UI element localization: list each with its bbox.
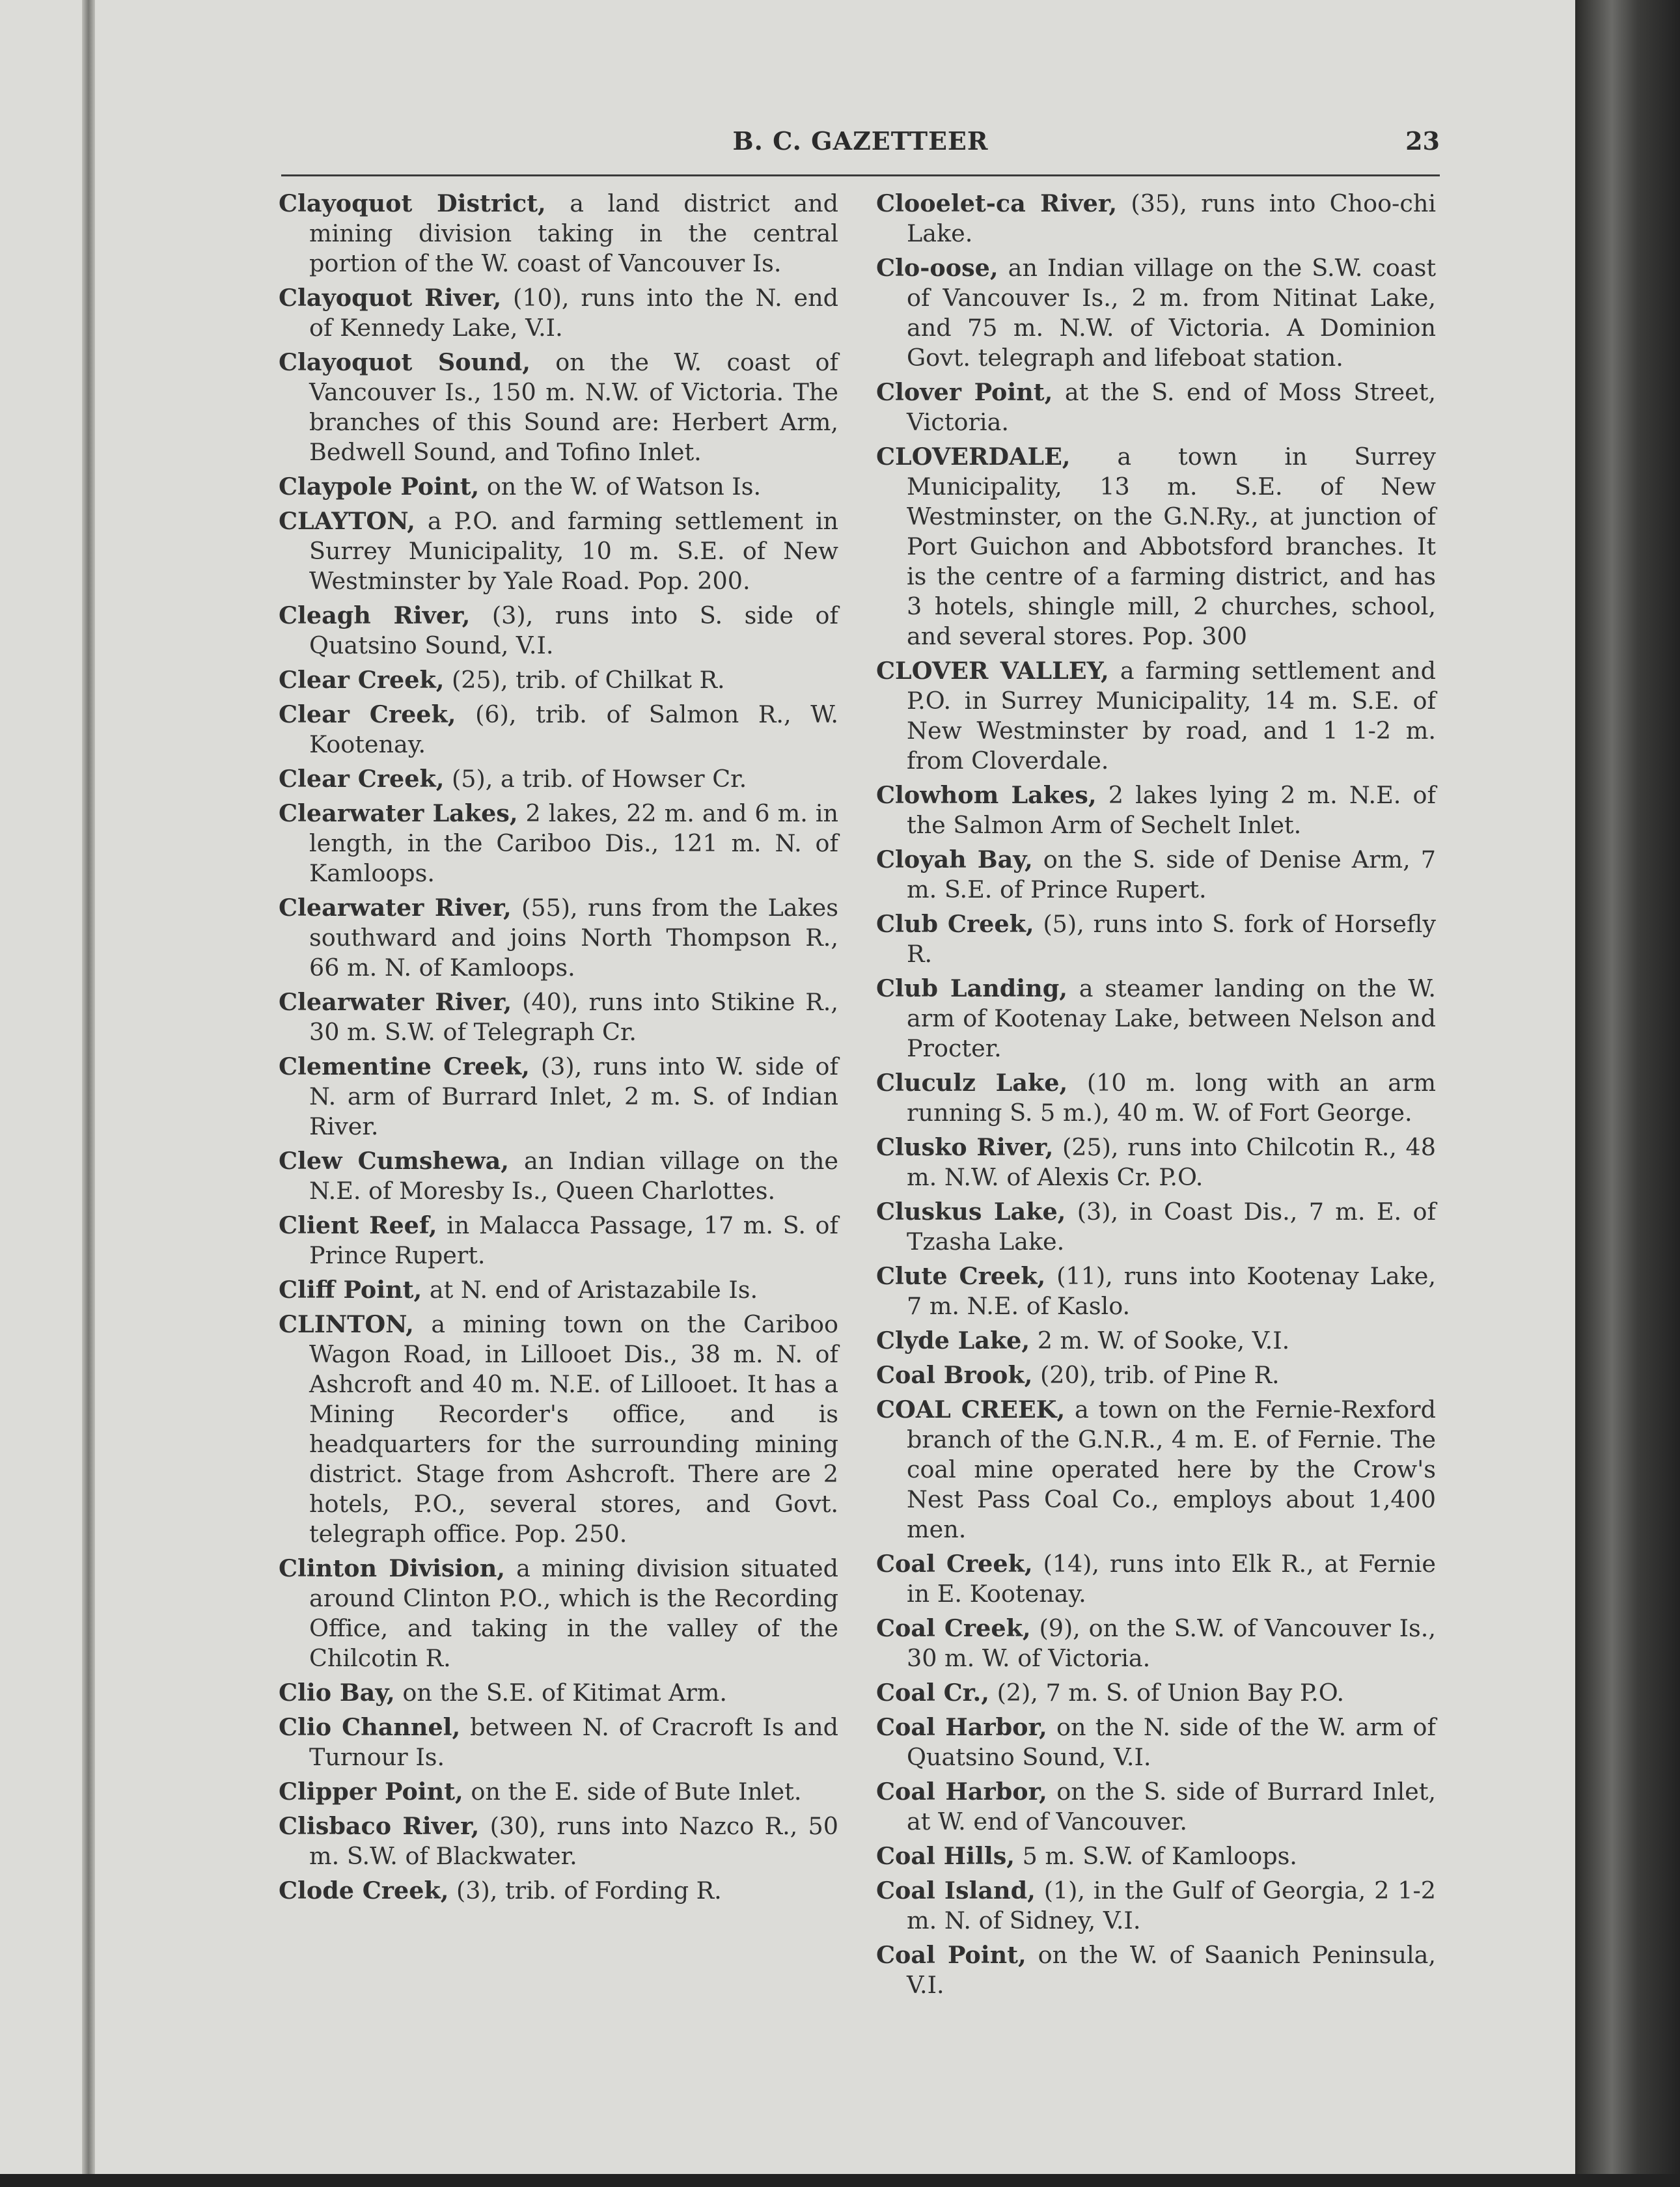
header-title: B. C. GAZETTEER — [732, 126, 989, 156]
entry-text: on the W. of Watson Is. — [479, 473, 762, 501]
entry-headword: Cluskus Lake, — [876, 1198, 1066, 1226]
entry-text: (10), runs into the N. end of Kennedy Lake, V.I. — [309, 284, 838, 342]
entry-text: at N. end of Aristazabile Is. — [422, 1276, 758, 1304]
entry-text: (3), runs into W. side of N. arm of Burrard Inlet, 2 m. S. of Indian River. — [309, 1052, 839, 1140]
entry-text: 2 m. W. of Sooke, V.I. — [1030, 1327, 1290, 1355]
entry-headword: Clipper Point, — [279, 1778, 463, 1806]
entry-text: (10 m. long with an arm running S. 5 m.), 40 m. W. of Fort George. — [907, 1069, 1436, 1127]
entry-headword: Clear Creek, — [279, 765, 445, 793]
entry-headword: Clowhom Lakes, — [876, 781, 1097, 809]
entry-headword: Client Reef, — [279, 1211, 437, 1239]
entry-headword: Coal Creek, — [876, 1550, 1033, 1578]
gazetteer-entry — [279, 506, 838, 596]
entry-headword: Clear Creek, — [279, 666, 445, 694]
entry-text: (35), runs into Choo-chi Lake. — [907, 189, 1436, 247]
entry-headword: Coal Cr., — [876, 1679, 989, 1707]
entry-headword: Claypole Point, — [279, 473, 480, 501]
gazetteer-entry — [279, 665, 838, 695]
entry-text: at the S. end of Moss Street, Victoria. — [907, 378, 1436, 436]
entry-headword: Clisbaco River, — [279, 1812, 480, 1840]
gazetteer-entry — [876, 1197, 1436, 1257]
right-column — [876, 189, 1436, 2005]
entry-headword: Cliff Point, — [279, 1276, 422, 1304]
entry-text: (25), trib. of Chilkat R. — [444, 666, 725, 694]
entry-text: an Indian village on the S.W. coast of Vancouver Is., 2 m. from Nitinat Lake, and 75 m. N.W. of Victoria. A Dominion Govt. telegraph and lifeboat station. — [907, 254, 1436, 372]
entry-text: (2), 7 m. S. of Union Bay P.O. — [989, 1679, 1345, 1707]
gazetteer-entry — [876, 909, 1436, 969]
entry-headword: Clio Bay, — [279, 1679, 395, 1707]
gazetteer-entry — [279, 1554, 838, 1673]
entry-headword: CLOVER VALLEY, — [876, 657, 1109, 685]
gazetteer-entry — [876, 1133, 1436, 1192]
entry-headword: Clio Channel, — [279, 1713, 461, 1741]
gazetteer-entry — [876, 974, 1436, 1064]
entry-text: on the S. side of Burrard Inlet, at W. end of Vancouver. — [907, 1778, 1437, 1836]
gazetteer-entry — [279, 987, 838, 1047]
entry-headword: Clayoquot River, — [279, 284, 502, 312]
entry-headword: Clooelet-ca River, — [876, 189, 1118, 217]
gazetteer-entry — [279, 283, 838, 343]
gazetteer-entry — [279, 1712, 838, 1772]
entry-headword: COAL CREEK, — [876, 1396, 1066, 1424]
gazetteer-entry — [876, 1777, 1436, 1837]
entry-headword: Cluculz Lake, — [876, 1069, 1068, 1097]
entry-text: a mining division situated around Clinton P.O., which is the Recording Office, and taking in the valley of the Chilcotin R. — [309, 1554, 838, 1672]
entry-headword: Clusko River, — [876, 1133, 1054, 1161]
entry-text: on the N. side of the W. arm of Quatsino Sound, V.I. — [907, 1713, 1436, 1771]
gazetteer-entry — [876, 1549, 1436, 1609]
gazetteer-entry — [279, 601, 838, 661]
gazetteer-entry — [876, 845, 1436, 905]
entry-headword: Cleagh River, — [279, 601, 471, 629]
gazetteer-entry — [876, 253, 1436, 373]
entry-headword: Clayoquot District, — [279, 189, 546, 217]
gazetteer-entry — [876, 1326, 1436, 1356]
entry-text: (20), trib. of Pine R. — [1032, 1361, 1280, 1389]
entry-headword: Coal Island, — [876, 1877, 1036, 1905]
entry-text: a land district and mining division taking in the central portion of the W. coast of Vancouver Is. — [309, 189, 839, 277]
gazetteer-entry — [876, 378, 1436, 437]
gazetteer-entry — [279, 1052, 838, 1142]
entry-headword: Coal Brook, — [876, 1361, 1033, 1389]
entry-text: on the W. coast of Vancouver Is., 150 m. N.W. of Victoria. The branches of this Sound are: Herbert Arm, Bedwell Sound, and Tofino Inlet. — [309, 348, 838, 466]
entry-text: an Indian village on the N.E. of Moresby Is., Queen Charlottes. — [309, 1147, 839, 1205]
gazetteer-entry — [279, 1146, 838, 1206]
entry-headword: Coal Creek, — [876, 1614, 1031, 1642]
entry-headword: Coal Point, — [876, 1941, 1026, 1969]
gazetteer-entry — [876, 780, 1436, 840]
gazetteer-entry — [279, 1310, 838, 1549]
entry-text: (14), runs into Elk R., at Fernie in E. Kootenay. — [907, 1550, 1436, 1608]
entry-headword: CLINTON, — [279, 1310, 414, 1338]
entry-text: in Malacca Passage, 17 m. S. of Prince Rupert. — [309, 1211, 839, 1269]
entry-headword: Clo-oose, — [876, 254, 998, 282]
gazetteer-entry — [279, 472, 838, 502]
gazetteer-entry — [279, 700, 838, 760]
gazetteer-entry — [876, 189, 1436, 249]
entry-headword: Clearwater River, — [279, 894, 512, 922]
entry-headword: Clearwater Lakes, — [279, 799, 518, 827]
entry-text: (1), in the Gulf of Georgia, 2 1-2 m. N. of Sidney, V.I. — [907, 1877, 1437, 1934]
entry-headword: CLAYTON, — [279, 507, 415, 535]
gazetteer-entry — [279, 799, 838, 888]
scan-bottom-edge — [0, 2174, 1680, 2187]
gazetteer-entry — [279, 1211, 838, 1271]
gazetteer-entry — [876, 1261, 1436, 1321]
entry-text: between N. of Cracroft Is and Turnour Is. — [309, 1713, 838, 1771]
gazetteer-entry — [876, 442, 1436, 652]
entry-text: 2 lakes, 22 m. and 6 m. in length, in the Cariboo Dis., 121 m. N. of Kamloops. — [309, 799, 838, 887]
entry-headword: Clew Cumshewa, — [279, 1147, 509, 1175]
entry-text: on the S. side of Denise Arm, 7 m. S.E. of Prince Rupert. — [907, 846, 1436, 903]
entry-headword: Cloyah Bay, — [876, 846, 1033, 873]
entry-text: (40), runs into Stikine R., 30 m. S.W. of Telegraph Cr. — [309, 988, 838, 1046]
entry-text: (6), trib. of Salmon R., W. Kootenay. — [309, 700, 838, 758]
entry-text: (11), runs into Kootenay Lake, 7 m. N.E. of Kaslo. — [907, 1262, 1436, 1320]
entry-headword: Clayoquot Sound, — [279, 348, 530, 376]
entry-text: (3), in Coast Dis., 7 m. E. of Tzasha Lake. — [907, 1198, 1437, 1256]
entry-headword: Club Creek, — [876, 910, 1034, 938]
entry-headword: Club Landing, — [876, 974, 1067, 1002]
entry-headword: Clementine Creek, — [279, 1052, 530, 1080]
entry-headword: Coal Harbor, — [876, 1713, 1047, 1741]
entry-text: on the S.E. of Kitimat Arm. — [394, 1679, 728, 1707]
gazetteer-entry — [279, 764, 838, 794]
gazetteer-entry — [279, 1811, 838, 1871]
entry-headword: Clearwater River, — [279, 988, 512, 1016]
entry-headword: Clinton Division, — [279, 1554, 505, 1582]
entry-text: a town on the Fernie-Rexford branch of the G.N.R., 4 m. E. of Fernie. The coal mine operated here by the Crow's Nest Pass Coal Co., employs about 1,400 men. — [907, 1396, 1436, 1543]
entry-text: a steamer landing on the W. arm of Kootenay Lake, between Nelson and Procter. — [907, 974, 1437, 1062]
entry-text: (9), on the S.W. of Vancouver Is., 30 m. W. of Victoria. — [907, 1614, 1436, 1672]
gazetteer-entry — [279, 1678, 838, 1708]
entry-text: (5), a trib. of Howser Cr. — [444, 765, 747, 793]
page-gutter — [82, 0, 95, 2174]
entry-headword: Clute Creek, — [876, 1262, 1046, 1290]
entry-text: on the E. side of Bute Inlet. — [463, 1778, 802, 1806]
entry-text: 2 lakes lying 2 m. N.E. of the Salmon Arm of Sechelt Inlet. — [907, 781, 1436, 839]
gazetteer-entry — [876, 1614, 1436, 1673]
entry-text: 5 m. S.W. of Kamloops. — [1014, 1842, 1297, 1870]
left-column — [279, 189, 838, 1910]
gazetteer-entry — [279, 1777, 838, 1807]
entry-headword: Clode Creek, — [279, 1877, 449, 1905]
entry-text: a mining town on the Cariboo Wagon Road, in Lillooet Dis., 38 m. N. of Ashcroft and 40 m. N.E. of Lillooet. It has a Mining Recorder's office, and is headquarters for the surrounding mining district. Stage from Ashcroft. There are 2 hotels, P.O., several stores, and Govt. telegraph office. Pop. 250. — [309, 1310, 838, 1548]
entry-text: (55), runs from the Lakes southward and joins North Thompson R., 66 m. N. of Kamloops. — [309, 894, 838, 982]
gazetteer-entry — [279, 348, 838, 467]
entry-headword: Coal Harbor, — [876, 1778, 1047, 1806]
gazetteer-entry — [876, 1068, 1436, 1128]
entry-text: (3), trib. of Fording R. — [448, 1877, 722, 1905]
entry-text: (25), runs into Chilcotin R., 48 m. N.W. of Alexis Cr. P.O. — [907, 1133, 1437, 1191]
entry-headword: CLOVERDALE, — [876, 443, 1071, 471]
gazetteer-entry — [279, 893, 838, 983]
gazetteer-entry — [279, 1876, 838, 1906]
gazetteer-entry — [876, 1678, 1436, 1708]
gazetteer-entry — [876, 1841, 1436, 1871]
entry-headword: Clover Point, — [876, 378, 1053, 406]
gazetteer-entry — [876, 1360, 1436, 1390]
entry-text: a farming settlement and P.O. in Surrey Municipality, 14 m. S.E. of New Westminster by road, and 1 1-2 m. from Cloverdale. — [907, 657, 1437, 775]
gazetteer-entry — [279, 189, 838, 279]
book-binding — [1575, 0, 1680, 2187]
entry-text: a P.O. and farming settlement in Surrey Municipality, 10 m. S.E. of New Westminster by Yale Road. Pop. 200. — [309, 507, 838, 595]
entry-text: a town in Surrey Municipality, 13 m. S.E. of New Westminster, on the G.N.Ry., at junction of Port Guichon and Abbotsford branches. It is the centre of a farming district, and has 3 hotels, shingle mill, 2 churches, school, and several stores. Pop. 300 — [907, 443, 1436, 650]
gazetteer-entry — [876, 1876, 1436, 1936]
page-number: 23 — [1405, 126, 1440, 156]
entry-text: (30), runs into Nazco R., 50 m. S.W. of Blackwater. — [309, 1812, 838, 1870]
gazetteer-entry — [876, 1940, 1436, 2000]
running-header — [281, 121, 1440, 176]
gazetteer-entry — [279, 1275, 838, 1305]
gazetteer-entry — [876, 1712, 1436, 1772]
entry-headword: Clear Creek, — [279, 700, 456, 728]
gazetteer-entry — [876, 656, 1436, 776]
entry-headword: Coal Hills, — [876, 1842, 1015, 1870]
gazetteer-entry — [876, 1395, 1436, 1545]
entry-text: (5), runs into S. fork of Horsefly R. — [907, 910, 1437, 968]
entry-text: on the W. of Saanich Peninsula, V.I. — [907, 1941, 1436, 1999]
entry-headword: Clyde Lake, — [876, 1327, 1030, 1355]
entry-text: (3), runs into S. side of Quatsino Sound, V.I. — [309, 601, 838, 659]
